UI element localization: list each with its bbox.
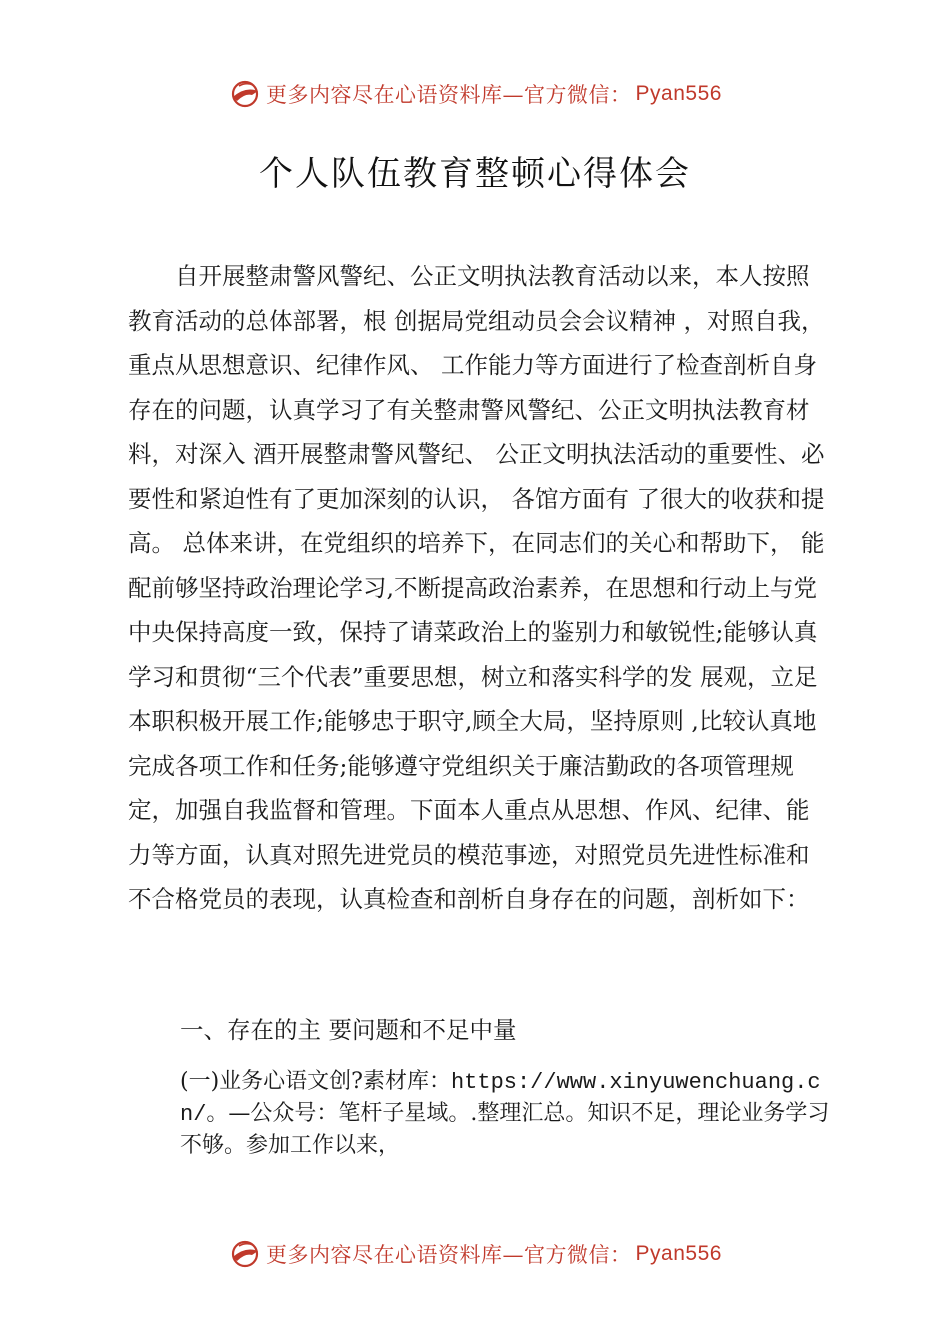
footer-banner-wechat: Pyan556 — [635, 1242, 722, 1265]
footer-banner — [0, 1232, 950, 1276]
header-banner-wechat: Pyan556 — [635, 82, 722, 105]
subsection-url: https://www.xinyuwenchuang.cn/ — [180, 1070, 821, 1127]
document-body — [128, 254, 828, 922]
footer-banner-text: 更多内容尽在心语资料库—官方微信： — [266, 1243, 632, 1267]
brand-logo-icon — [228, 77, 262, 111]
header-banner-text: 更多内容尽在心语资料库—官方微信： — [266, 83, 632, 107]
brand-logo-icon — [228, 1237, 262, 1271]
header-banner — [0, 72, 950, 116]
subsection-rest: 。—公众号：笔杆子星域。.整理汇总。知识不足，理论业务学习不够。参加工作以来， — [180, 1101, 830, 1158]
document-title: 个人队伍教育整顿心得体会 — [259, 154, 691, 194]
section-heading: 一、存在的主 要问题和不足中量 — [180, 1016, 517, 1044]
subsection-prefix: (一)业务心语文创?素材库： — [180, 1069, 451, 1094]
subsection-paragraph — [180, 1066, 830, 1161]
paragraph: 自开展整肃警风警纪、公正文明执法教育活动以来，本人按照教育活动的总体部署，根 创据局党组动员会会议精神 ，对照自我，重点从思想意识、纪律作风、 工作能力等方面进行了检查剖析自身存在的问题，认真学习了有关整肃警风警纪、公正文明执法教育材料，对深入 酒开展整肃警风警纪、 公正文明执法活动的重要性、必要性和紧迫性有了更加深刻的认识， 各馆方面有 了很大的收获和提高。 总体来讲，在党组织的培养下，在同志们的关心和帮助下， 能配前够坚持政治理论学习,不断提高政治素养，在思想和行动上与党中央保持高度一致，保持了请菜政治上的鉴别力和敏锐性;能够认真学习和贯彻“三个代表”重要思想，树立和落实科学的发 展观，立足本职积极开展工作;能够忠于职守,顾全大局，坚持原则 ,比较认真地完成各项工作和任务;能够遵守党组织关于廉洁勤政的各项管理规定，加强自我监督和管理。下面本人重点从思想、作风、纪律、能力等方面，认真对照先进党员的模范事迹，对照党员先进性标准和不合格党员的表现，认真检查和剖析自身存在的问题，剖析如下： — [128, 262, 825, 913]
